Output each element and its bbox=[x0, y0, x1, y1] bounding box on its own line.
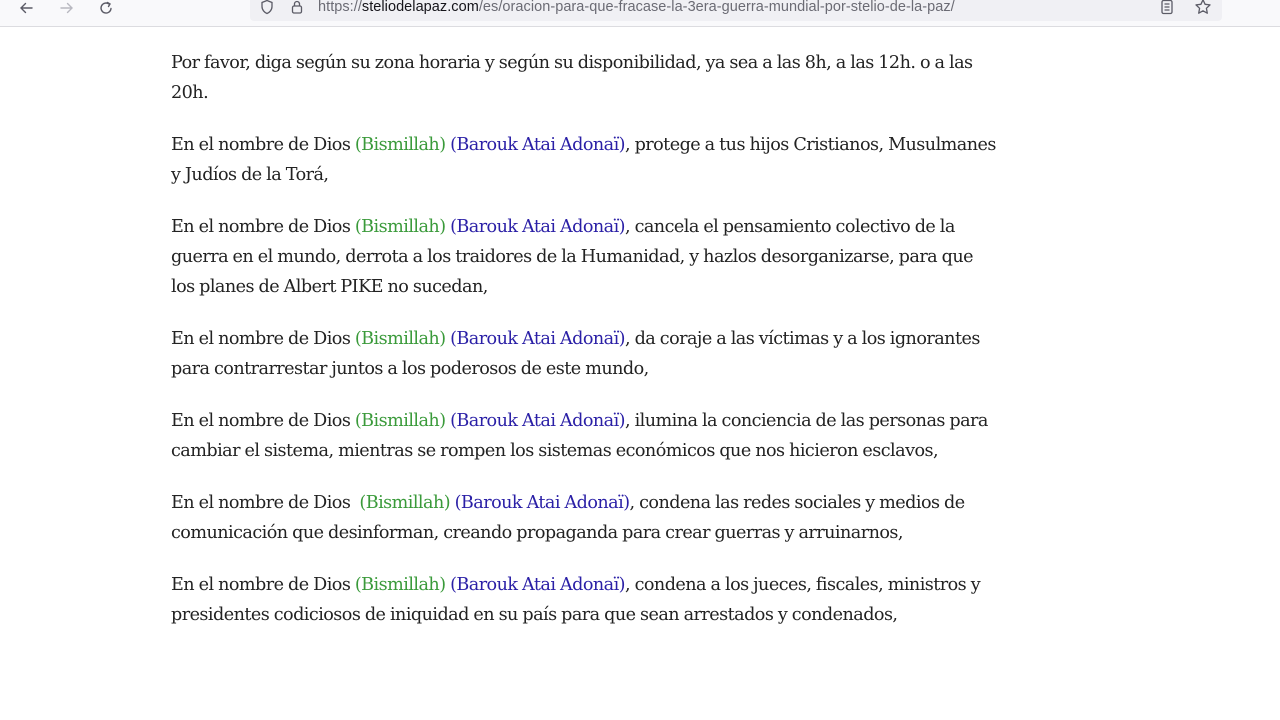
tracking-protection-shield-icon[interactable] bbox=[258, 0, 276, 16]
prayer-paragraph bbox=[171, 406, 1001, 466]
barouk-text: (Barouk Atai Adonaï) bbox=[454, 493, 630, 513]
barouk-text: (Barouk Atai Adonaï) bbox=[450, 329, 625, 349]
bismillah-text: (Bismillah) bbox=[354, 217, 446, 237]
prayer-text: , da coraje a las víctimas y a los ignorantes para contrarrestar juntos a los poderosos de este mundo, bbox=[171, 329, 980, 379]
forward-button[interactable] bbox=[55, 0, 79, 20]
lock-icon[interactable] bbox=[288, 0, 306, 16]
prayer-text: , condena a los jueces, fiscales, ministros y presidentes codiciosos de iniquidad en su país para que sean arrestados y condenados, bbox=[171, 575, 981, 625]
arrow-left-icon bbox=[18, 0, 34, 16]
intro-paragraph: Por favor, diga según su zona horaria y según su disponibilidad, ya sea a las 8h, a las 12h. o a las 20h. bbox=[171, 53, 973, 103]
prayer-paragraph bbox=[171, 324, 1001, 384]
arrow-right-icon bbox=[59, 0, 75, 16]
barouk-text: (Barouk Atai Adonaï) bbox=[450, 411, 625, 431]
prayer-prefix: En el nombre de Dios bbox=[171, 411, 355, 431]
prayer-paragraph bbox=[171, 488, 1001, 548]
reload-button[interactable] bbox=[94, 0, 118, 20]
prayer-prefix: En el nombre de Dios bbox=[171, 329, 355, 349]
back-button[interactable] bbox=[14, 0, 38, 20]
bismillah-text: (Bismillah) bbox=[354, 135, 446, 155]
bismillah-text: (Bismillah) bbox=[359, 493, 451, 513]
prayer-prefix: En el nombre de Dios bbox=[171, 217, 355, 237]
url-domain: steliodelapaz.com bbox=[361, 0, 479, 15]
prayer-prefix: En el nombre de Dios bbox=[171, 493, 360, 513]
url-path: /es/oracion-para-que-fracase-la-3era-guerra-mundial-por-stelio-de-la-paz/ bbox=[478, 0, 955, 15]
prayer-paragraph bbox=[171, 212, 1001, 302]
prayer-text: , cancela el pensamiento colectivo de la guerra en el mundo, derrota a los traidores de la Humanidad, y hazlos desorganizarse, para que los planes de Albert PIKE no sucedan, bbox=[171, 217, 974, 297]
barouk-text: (Barouk Atai Adonaï) bbox=[450, 217, 625, 237]
prayer-paragraph bbox=[171, 130, 1001, 190]
reader-view-button[interactable] bbox=[1158, 0, 1176, 16]
browser-toolbar bbox=[0, 0, 1280, 27]
bookmark-star-icon bbox=[1194, 0, 1212, 16]
bismillah-text: (Bismillah) bbox=[354, 329, 446, 349]
prayer-text: , condena las redes sociales y medios de comunicación que desinforman, creando propaganda para crear guerras y arruinarnos, bbox=[171, 493, 965, 543]
article-content bbox=[171, 48, 1001, 652]
prayer-prefix: En el nombre de Dios bbox=[171, 575, 355, 595]
prayer-text: , protege a tus hijos Cristianos, Musulmanes y Judíos de la Torá, bbox=[171, 135, 996, 185]
barouk-text: (Barouk Atai Adonaï) bbox=[450, 575, 625, 595]
prayer-prefix: En el nombre de Dios bbox=[171, 135, 355, 155]
barouk-text: (Barouk Atai Adonaï) bbox=[450, 135, 625, 155]
url-prefix: https:// bbox=[318, 0, 362, 15]
bismillah-text: (Bismillah) bbox=[354, 411, 446, 431]
reload-icon bbox=[98, 0, 114, 16]
bismillah-text: (Bismillah) bbox=[354, 575, 446, 595]
reader-view-icon bbox=[1159, 0, 1175, 15]
prayer-text: , ilumina la conciencia de las personas para cambiar el sistema, mientras se rompen los sistemas económicos que nos hicieron esclavos, bbox=[171, 411, 988, 461]
bookmark-button[interactable] bbox=[1194, 0, 1212, 16]
url-text[interactable] bbox=[318, 0, 955, 15]
prayer-paragraph bbox=[171, 570, 1001, 630]
address-bar[interactable] bbox=[250, 0, 1222, 21]
